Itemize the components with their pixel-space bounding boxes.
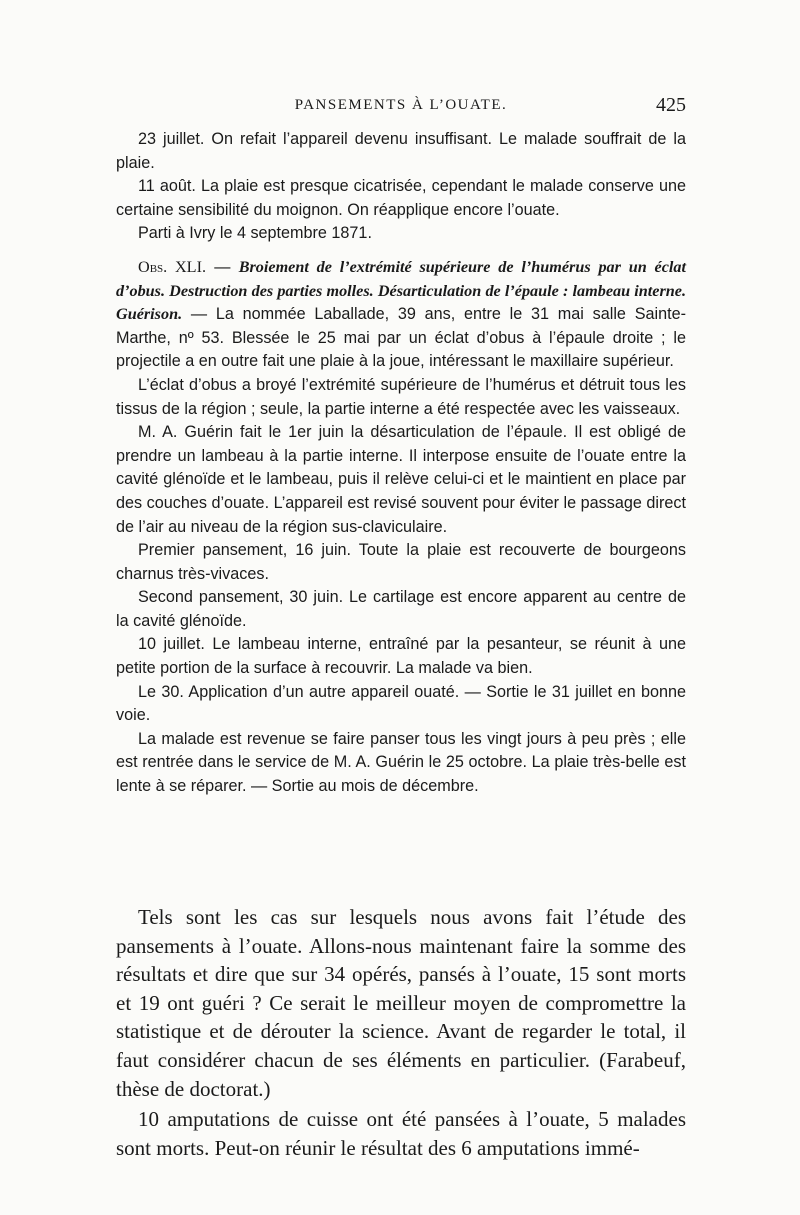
observation-title: Broiement de l’extrémité supérieure de l’humérus par un éclat d’obus. Destruction des parties molles. Désarticulation de l’épaule : lambeau interne. Guérison. [116,257,686,324]
case-notes [116,128,686,799]
observation-label: Obs. XLI. [138,257,207,276]
paragraph: Parti à Ivry le 4 septembre 1871. [138,224,372,243]
page-number: 425 [656,94,686,116]
paragraph: Second pansement, 30 juin. Le cartilage est encore apparent au centre de la cavité glénoïde. [116,588,686,630]
observation-paragraph [116,256,686,374]
observation-dash: — [206,257,239,276]
paragraph: 10 amputations de cuisse ont été pansées à l’ouate, 5 malades sont morts. Peut-on réunir le résultat des 6 amputations immé- [116,1107,686,1160]
observation-body: — La nommée Laballade, 39 ans, entre le 31 mai salle Sainte-Marthe, nº 53. Blessée le 25 mai par un éclat d’obus à l’épaule droite ; le projectile a en outre fait une plaie à la joue, intéressant le maxillaire supérieur. [116,305,686,371]
paragraph: Premier pansement, 16 juin. Toute la plaie est recouverte de bourgeons charnus très-vivaces. [116,541,686,583]
paragraph: 23 juillet. On refait l’appareil devenu insuffisant. Le malade souffrait de la plaie. [116,130,686,172]
paragraph: Tels sont les cas sur lesquels nous avons fait l’étude des pansements à l’ouate. Allons-nous maintenant faire la somme des résultats et dire que sur 34 opérés, pansés à l’ouate, 15 sont morts et 19 ont guéri ? Ce serait le meilleur moyen de compromettre la statistique et de dérouter la science. Avant de regarder le total, il faut considérer chacun de ses éléments en particulier. (Farabeuf, thèse de doctorat.) [116,905,686,1101]
main-text [116,903,686,1162]
page-header [116,94,686,123]
paragraph: 10 juillet. Le lambeau interne, entraîné par la pesanteur, se réunit à une petite portion de la surface à recouvrir. La malade va bien. [116,635,686,678]
paragraph: Le 30. Application d’un autre appareil ouaté. — Sortie le 31 juillet en bonne voie. [116,682,686,725]
paragraph: L’éclat d’obus a broyé l’extrémité supérieure de l’humérus et détruit tous les tissus de la région ; seule, la partie interne a été respectée avec les vaisseaux. [116,375,686,418]
paragraph: La malade est revenue se faire panser tous les vingt jours à peu près ; elle est rentrée dans le service de M. A. Guérin le 25 octobre. La plaie très-belle est lente à se réparer. — Sortie au mois de décembre. [116,729,686,796]
running-head: PANSEMENTS À L’OUATE. [294,97,508,113]
paragraph: 11 août. La plaie est presque cicatrisée, cependant le malade conserve une certaine sensibilité du moignon. On réapplique encore l’ouate. [116,177,686,219]
paragraph: M. A. Guérin fait le 1er juin la désarticulation de l’épaule. Il est obligé de prendre un lambeau à la partie interne. Il interpose ensuite de l’ouate entre la cavité glénoïde et le lambeau, puis il relève celui-ci et le maintient en place par des couches d’ouate. L’appareil est revisé souvent pour éviter le passage direct de l’air au niveau de la région sus-claviculaire. [116,423,686,536]
